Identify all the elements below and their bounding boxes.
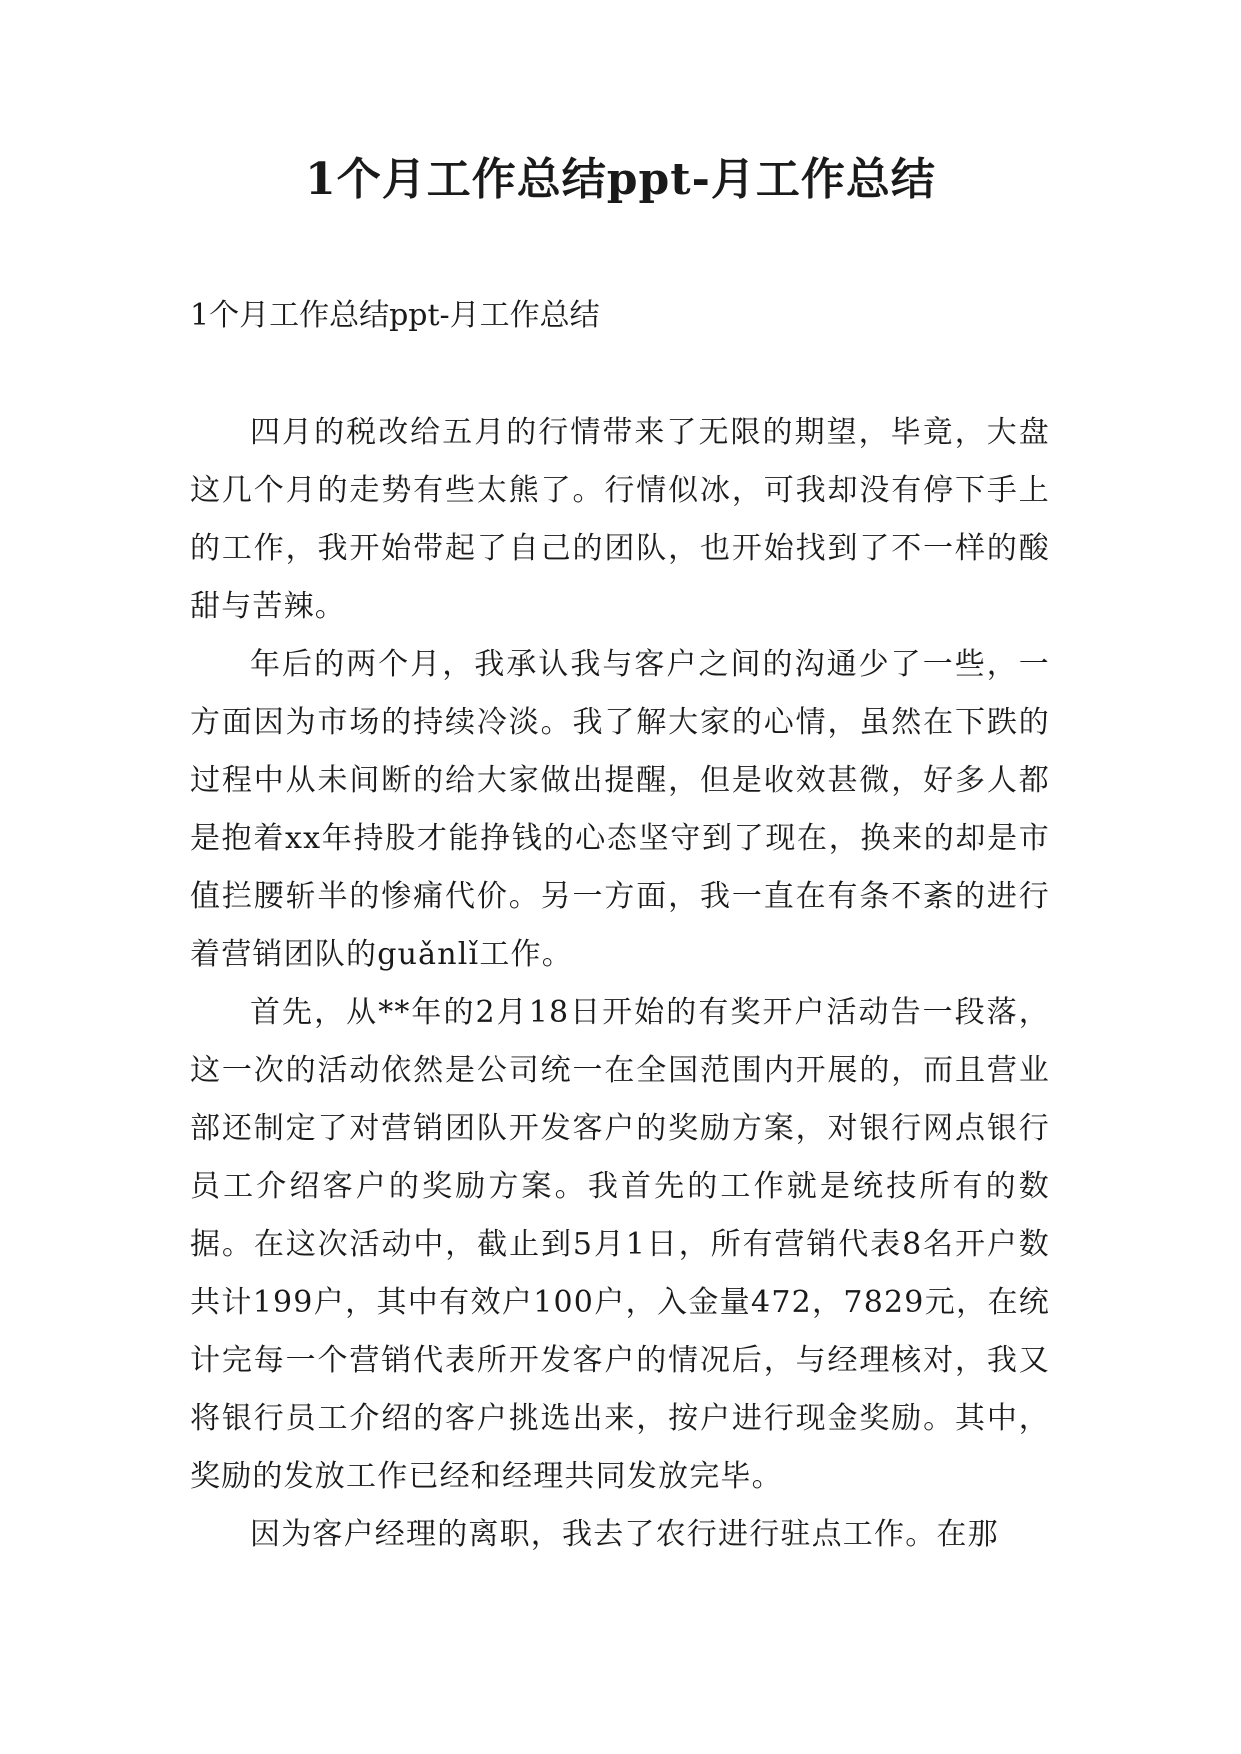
paragraph: 年后的两个月，我承认我与客户之间的沟通少了一些，一方面因为市场的持续冷淡。我了解大家的心情，虽然在下跌的过程中从未间断的给大家做出提醒，但是收效甚微，好多人都是抱着xx年持股才能挣钱的心态坚守到了现在，换来的却是市值拦腰斩半的惨痛代价。另一方面，我一直在有条不紊的进行着营销团队的guǎnlǐ工作。 <box>190 647 1050 972</box>
document-title: 1个月工作总结ppt-月工作总结 <box>305 154 936 205</box>
paragraph: 因为客户经理的离职，我去了农行进行驻点工作。在那 <box>250 1517 999 1552</box>
paragraph: 四月的税改给五月的行情带来了无限的期望，毕竟，大盘这几个月的走势有些太熊了。行情似冰，可我却没有停下手上的工作，我开始带起了自己的团队，也开始找到了不一样的酸甜与苦辣。 <box>190 415 1050 624</box>
document-body <box>190 404 1050 1564</box>
document-subtitle: 1个月工作总结ppt-月工作总结 <box>190 298 600 333</box>
paragraph: 首先，从**年的2月18日开始的有奖开户活动告一段落，这一次的活动依然是公司统一在全国范围内开展的，而且营业部还制定了对营销团队开发客户的奖励方案，对银行网点银行员工介绍客户的奖励方案。我首先的工作就是统技所有的数据。在这次活动中，截止到5月1日，所有营销代表8名开户数共计199户，其中有效户100户，入金量472，7829元，在统计完每一个营销代表所开发客户的情况后，与经理核对，我又将银行员工介绍的客户挑选出来，按户进行现金奖励。其中，奖励的发放工作已经和经理共同发放完毕。 <box>190 995 1050 1494</box>
